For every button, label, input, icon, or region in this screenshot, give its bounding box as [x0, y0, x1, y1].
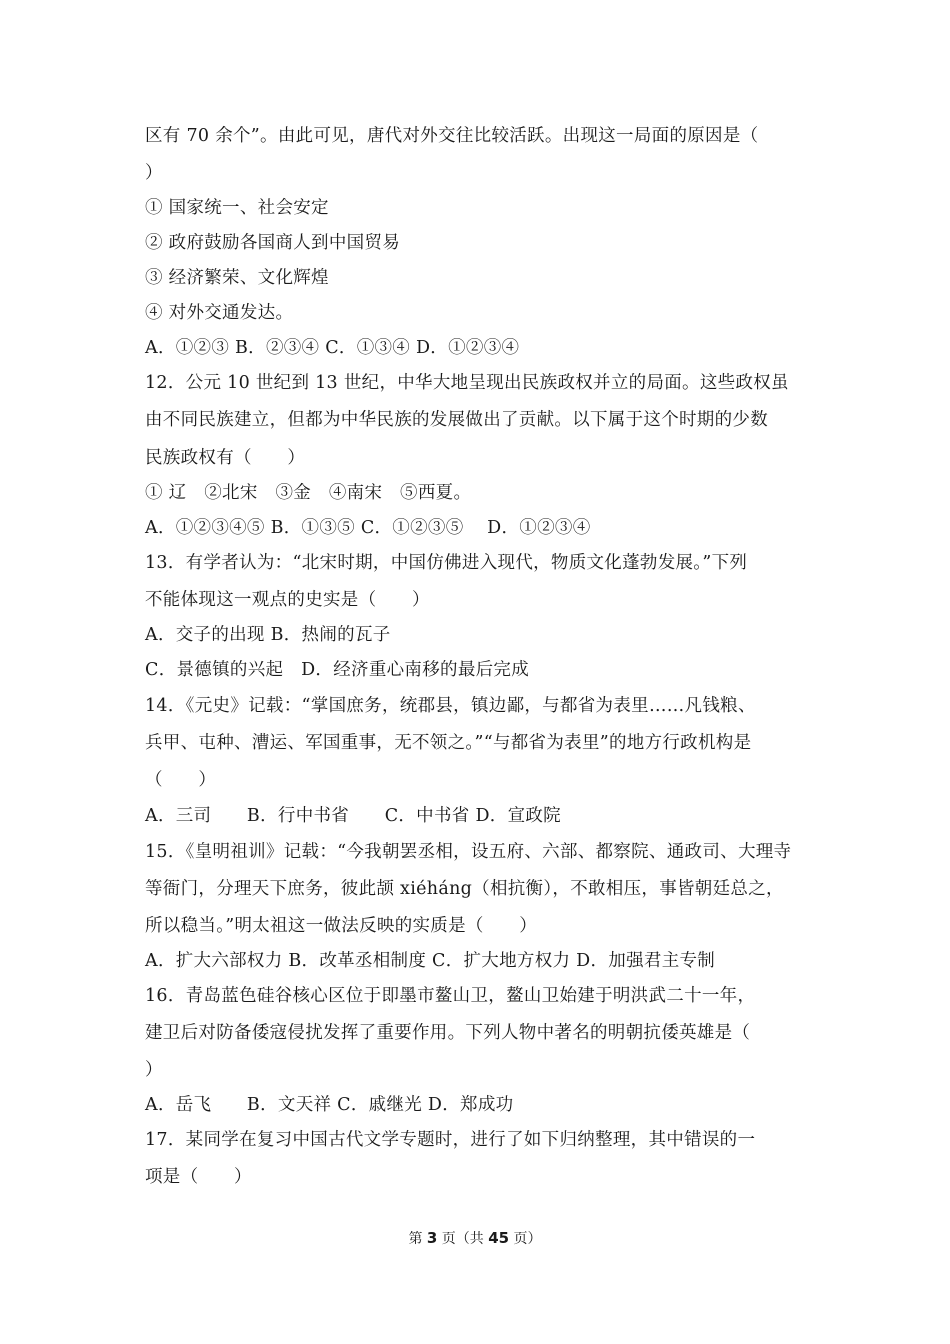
option-item-4: ④ 对外交通发达。 [145, 303, 294, 323]
question-17-line-1: 17．某同学在复习中国古代文学专题时，进行了如下归纳整理，其中错误的一 [145, 1130, 756, 1150]
answer-choices-15: A．扩大六部权力 B．改革丞相制度 C．扩大地方权力 D．加强君主专制 [145, 951, 716, 971]
option-item-3: ③ 经济繁荣、文化辉煌 [145, 268, 329, 288]
question-16-line-3: ） [145, 1060, 163, 1080]
question-15-line-3: 所以稳当。”明太祖这一做法反映的实质是（ ） [145, 916, 538, 936]
question-13-line-1: 13．有学者认为：“北宋时期，中国仿佛进入现代，物质文化蓬勃发展。”下列 [145, 553, 748, 573]
footer-middle: 页（共 [437, 1231, 489, 1247]
answer-choices-16: A．岳飞 B．文天祥 C．戚继光 D．郑成功 [145, 1095, 514, 1115]
answer-choices-13a: A．交子的出现 B．热闹的瓦子 [145, 625, 391, 645]
answer-choices-12: A．①②③④⑤ B．①③⑤ C．①②③⑤ D．①②③④ [145, 518, 591, 538]
option-item-1: ① 国家统一、社会安定 [145, 198, 329, 218]
question-12-line-1: 12．公元 10 世纪到 13 世纪，中华大地呈现出民族政权并立的局面。这些政权虽 [145, 373, 789, 393]
question-15-line-1: 15．《皇明祖训》记载：“今我朝罢丞相，设五府、六部、都察院、通政司、大理寺 [145, 842, 792, 862]
page-footer [0, 1228, 950, 1249]
answer-choices-14: A．三司 B．行中书省 C．中书省 D．宣政院 [145, 806, 561, 826]
question-12-line-2: 由不同民族建立，但都为中华民族的发展做出了贡献。以下属于这个时期的少数 [145, 410, 768, 430]
question-14-line-2: 兵甲、屯种、漕运、军国重事，无不领之。”“与都省为表里”的地方行政机构是 [145, 733, 752, 753]
footer-suffix: 页） [509, 1231, 542, 1247]
answer-choices-11: A．①②③ B．②③④ C．①③④ D．①②③④ [145, 338, 520, 358]
question-15-line-2: 等衙门，分理天下庶务，彼此颉 xiéháng（相抗衡），不敢相压，事皆朝廷总之， [145, 879, 784, 899]
question-16-line-1: 16．青岛蓝色硅谷核心区位于即墨市鳌山卫，鳌山卫始建于明洪武二十一年， [145, 986, 756, 1006]
question-12-options: ① 辽 ②北宋 ③金 ④南宋 ⑤西夏。 [145, 483, 472, 503]
footer-prefix: 第 [408, 1231, 427, 1247]
footer-total-pages: 45 [488, 1229, 510, 1247]
question-14-line-1: 14．《元史》记载：“掌国庶务，统郡县，镇边鄙，与都省为表里……凡钱粮、 [145, 696, 756, 716]
question-12-line-3: 民族政权有（ ） [145, 448, 306, 468]
question-13-line-2: 不能体现这一观点的史实是（ ） [145, 590, 430, 610]
question-14-line-3: （ ） [145, 770, 217, 790]
question-17-line-2: 项是（ ） [145, 1167, 252, 1187]
text-line-1: 区有 70 余个”。由此可见，唐代对外交往比较活跃。出现这一局面的原因是（ [145, 126, 759, 146]
footer-current-page: 3 [426, 1229, 438, 1247]
question-16-line-2: 建卫后对防备倭寇侵扰发挥了重要作用。下列人物中著名的明朝抗倭英雄是（ [145, 1023, 751, 1043]
text-line-2: ） [145, 163, 163, 183]
answer-choices-13b: C．景德镇的兴起 D．经济重心南移的最后完成 [145, 660, 530, 680]
option-item-2: ② 政府鼓励各国商人到中国贸易 [145, 233, 401, 253]
